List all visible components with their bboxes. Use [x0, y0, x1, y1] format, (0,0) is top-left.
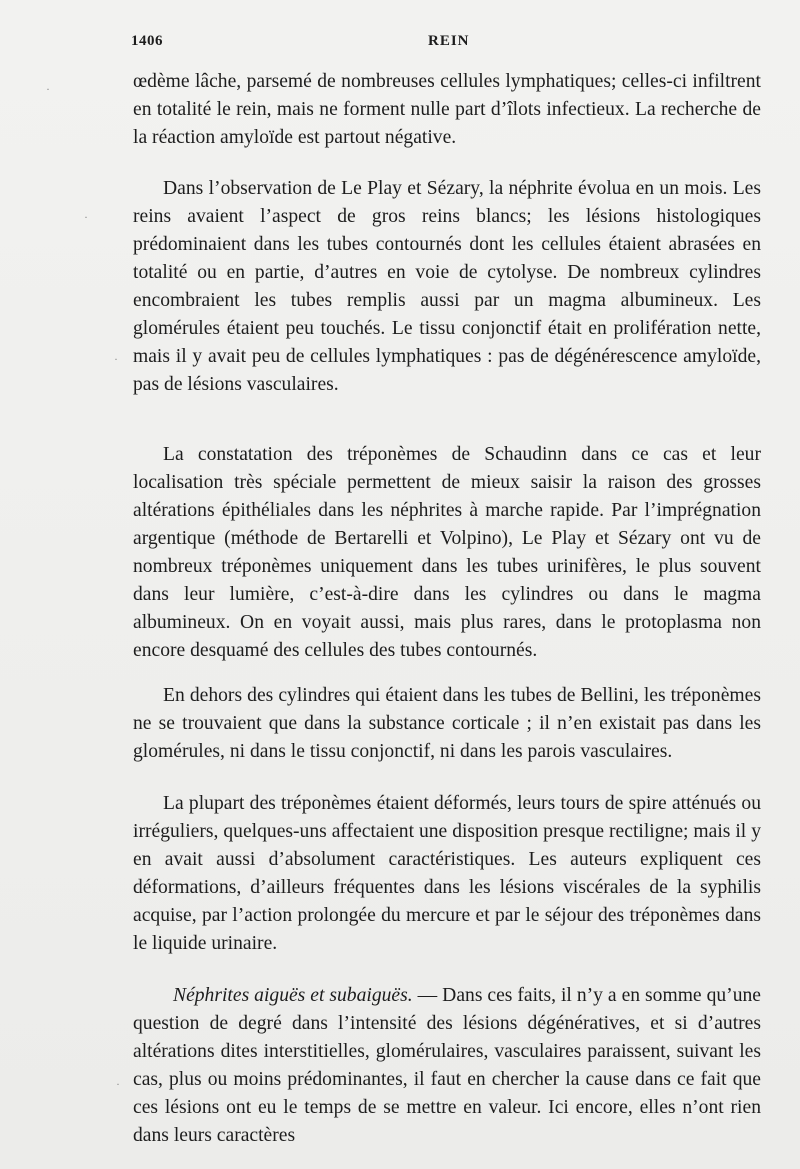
page-header	[131, 33, 759, 55]
section-title: Néphrites aiguës et subaiguës.	[173, 985, 413, 1006]
page-number: 1406	[131, 33, 163, 49]
running-title: REIN	[428, 33, 470, 49]
paragraph-4: En dehors des cylindres qui étaient dans les tubes de Bellini, les tréponèmes ne se trouvaient que dans la substance corticale ; il n’en existait pas dans les glomérules, ni dans le tissu conjonctif, ni dans les parois vasculaires.	[133, 685, 761, 762]
paragraph-6-body: — Dans ces faits, il n’y a en somme qu’une question de degré dans l’intensité des lésions dégénératives, et si d’autres altérations dites interstitielles, glomérulaires, vasculaires paraissent, suivant les cas, plus ou moins prédominantes, il faut en chercher la cause dans ce fait que ces lésions ont eu le temps de se mettre en valeur. Ici encore, elles n’ont rien dans leurs caractères	[133, 985, 761, 1146]
scan-speck: ·	[114, 352, 118, 366]
scan-speck: ·	[116, 1077, 120, 1091]
scan-speck: ·	[46, 82, 50, 96]
paragraph-6	[133, 982, 761, 1150]
paragraph-3: La constatation des tréponèmes de Schaudinn dans ce cas et leur localisation très spéciale permettent de mieux saisir la raison des grosses altérations épithéliales dans les néphrites à marche rapide. Par l’imprégnation argentique (méthode de Bertarelli et Volpino), Le Play et Sézary ont vu de nombreux tréponèmes uniquement dans les tubes urinifères, le plus souvent dans leur lumière, c’est-à-dire dans les cylindres ou dans le magma albumineux. On en voyait aussi, mais plus rares, dans le protoplasma non encore desquamé des cellules des tubes contournés.	[133, 444, 761, 661]
paragraph-2: Dans l’observation de Le Play et Sézary, la néphrite évolua en un mois. Les reins avaient l’aspect de gros reins blancs; les lésions histologiques prédominaient dans les tubes contournés dont les cellules étaient abrasées en totalité ou en partie, d’autres en voie de cytolyse. De nombreux cylindres encombraient les tubes remplis aussi par un magma albumineux. Les glomérules étaient peu touchés. Le tissu conjonctif était en prolifération nette, mais il y avait peu de cellules lymphatiques : pas de dégénérescence amyloïde, pas de lésions vasculaires.	[133, 178, 761, 395]
paragraph-5: La plupart des tréponèmes étaient déformés, leurs tours de spire atténués ou irréguliers, quelques-uns affectaient une disposition presque rectiligne; mais il y en avait aussi d’absolument caractéristiques. Les auteurs expliquent ces déformations, d’ailleurs fréquentes dans les lésions viscérales de la syphilis acquise, par l’action prolongée du mercure et par le séjour des tréponèmes dans le liquide urinaire.	[133, 793, 761, 954]
scan-speck: ·	[84, 210, 88, 224]
paragraph-1: œdème lâche, parsemé de nombreuses cellules lymphatiques; celles-ci infiltrent en totalité le rein, mais ne forment nulle part d’îlots infectieux. La recherche de la réaction amyloïde est partout négative.	[133, 71, 761, 148]
